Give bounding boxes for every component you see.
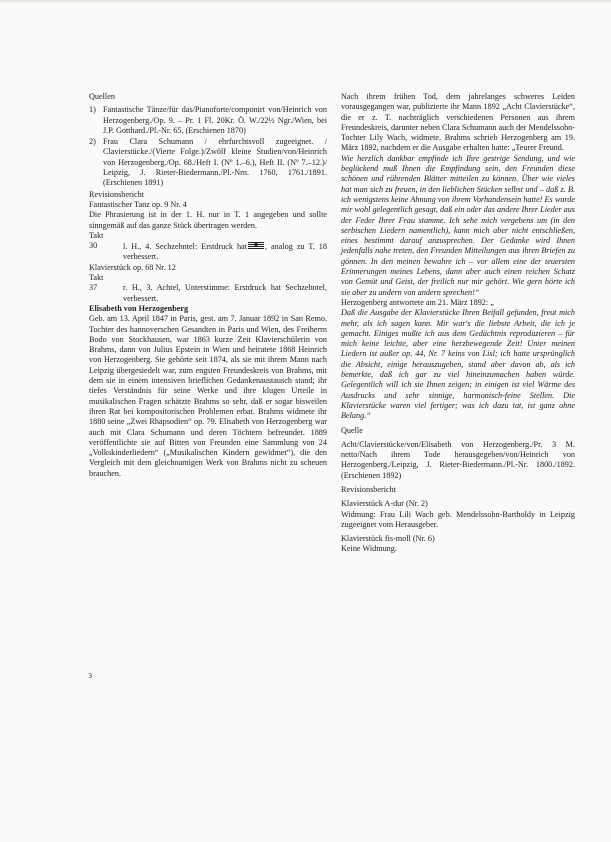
- left-column: [89, 92, 327, 479]
- page-mark: ɜ: [88, 670, 93, 681]
- dance-note: Die Phrasierung ist in der 1. H. nur in T. 1 angegeben und sollte sinngemäß auf das ganze Stück übertragen werden.: [89, 210, 327, 230]
- piece-a-dur-dedication: Widmung: Frau Lili Wach geb. Mendelssohn-Bartholdy in Leipzig zugeeignet vom Herausgeber.: [341, 509, 575, 529]
- biography-title: Elisabeth von Herzogenberg: [89, 303, 189, 313]
- herzogenberg-reply: Daß die Ausgabe der Klavierstücke Ihren Beifall gefunden, freut mich mehr, als ich sagen kann. Mir war's die liebste Arbeit, die ich je gemacht. Einiges mußte ich aus dem Gedächtnis reproduzieren – für mich keine leichte, aber eine herzbewegende Zeit! Unter meinen Liedern ist außer op. 44, Nr. 7 keins von Lisl; ich hatte ursprünglich die Absicht, einige herauszugeben, stand aber davon ab, als ich bemerkte, daß ich gar zu viel hineinzumachen haben würde. Gelegentlich will ich sie Ihnen zeigen; in einigen ist viel Wärme des Ausdrucks und sehr sinnige, harmonisch-feine Stellen. Die Klavierstücke waren viel fertiger; was ich dazu tat, ist ganz ohne Belang.“: [341, 308, 575, 421]
- takt-label-2: Takt: [89, 273, 104, 283]
- dance-title: Fantastischer Tanz op. 9 Nr. 4: [89, 199, 187, 209]
- critique-30: 30 l. H., 4. Sechzehntel: Erstdruck hat , analog zu T. 18 verbessert.: [89, 241, 327, 262]
- revision-heading-right: Revisionsbericht: [341, 484, 397, 494]
- source-item-1: 1) Fantastische Tänze/für das/Pianoforte/componirt von/Heinrich von Herzogenberg./Op. 9. – Pr. 1 Fl. 20Kr. Ö. W./22½ Ngr./Wien, bei J.P. Gotthard./Pl.-Nr. 65. (Erschienen 1870): [89, 105, 327, 135]
- source-item-2: 2) Frau Clara Schumann / ehrfurchtsvoll zugeeignet. / Clavierstücke./(Vierte Folge.)/Zwölf kleine Studien/von/Heinrich von Herzogenberg./Op. 68./Heft I. (Nº 1.–6.), Heft II. (Nº 7.–12.)/ Leipzig, J. Rieter-Biedermann./Pl.-Nrn. 1760, 1761./1891. (Erschienen 1891): [89, 137, 327, 188]
- takt-label-1: Takt: [89, 230, 104, 240]
- source-text: Acht/Clavierstücke/von/Elisabeth von Herzogenberg./Pr. 3 M. netto/Nach ihrem Tode herausgegeben/von/Heinrich von Herzogenberg./Leipzig, J. Rieter-Biedermann./Pl.-Nr. 1800./1892. (Erschienen 1892): [341, 439, 575, 480]
- music-notation-icon: [248, 241, 264, 250]
- piano-title-12: Klavierstück op. 68 Nr. 12: [89, 262, 176, 272]
- critique-37: 37 r. H., 3. Achtel, Unterstimme: Erstdruck hat Sechzehntel, verbessert.: [89, 283, 327, 303]
- scan-edge: [0, 0, 611, 2]
- clara-letter: Wie herzlich dankbar empfinde ich Ihre gestrige Sendung, und wie beglückend muß Ihnen die Empfindung sein, den Freunden diese schönen und rührenden Blätter mitteilen zu können. Über wie vieles hat man sich zu freuen, in den lieblichen Stücken selbst und – daß z. B. ich wenigstens keine Ahnung von ihrem Vorhandensein hatte! Es wurde mir wohl gelegentlich gesagt, daß ein oder das andere Ihrer Lieder aus der Feder Ihrer Frau stamme. Ich sehe mich vergebens um (in den serbischen Liedern namentlich), kann mich aber nicht entschließen, eines bestimmt darauf anzusprechen. Der Gedanke wird Ihnen jedenfalls nahe treten, den Freunden Mitteilungen aus ihren Briefen zu gönnen. In den meinen bewahre ich – vor allem eine der teuersten Erinnerungen meines Lebens, dann aber auch einen reichen Schatz von Gemüt und Geist, der freilich nur mir gehört. Wie gern hörte ich sie aber zu andern von andern sprechen!“: [341, 153, 575, 297]
- biography-text: Geb. am 13. April 1847 in Paris, gest. am 7. Januar 1892 in San Remo. Tochter des hannoverschen Gesandten in Paris und Wien, des Freiherrn Bodo von Stockhausen, war 1863 kurze Zeit Klavierschülerin von Brahms, dann von Julius Epstein in Wien und heiratete 1868 Heinrich von Herzogenberg. Sie gehörte seit 1874, als sie mit ihrem Mann nach Leipzig übergesiedelt war, zum engsten Freundeskreis von Brahms, mit dem sie in einem intensiven brieflichen Gedankenaustausch stand; ihr tiefes Verständnis für seine Werke und ihre klugen Urteile in musikalischen Fragen schätzte Brahms so sehr, daß er sogar bisweilen ihren Rat bei kompositorischen Problemen erbat. Brahms widmete ihr 1880 seine „Zwei Rhapsodien“ op. 79. Elisabeth von Herzogenberg war auch mit Clara Schumann und deren Töchtern befreundet. 1889 veröffentlichte sie auf Bitten von Freunden eine Sammlung von 24 „Volkskinderliedern“ („Musikalischen Kindern gewidmet“), die den Vergleich mit dem gleichnamigen Werk von Brahms nicht zu scheuen brauchen.: [89, 314, 327, 478]
- piece-a-dur: Klavierstück A-dur (Nr. 2): [341, 499, 428, 509]
- piece-fis-moll: Klavierstück fis-moll (Nr. 6): [341, 534, 435, 544]
- sources-list: [89, 105, 327, 188]
- herzogenberg-reply-intro: Herzogenberg antwortete am 21. März 1892: „: [341, 297, 494, 307]
- source-heading: Quelle: [341, 425, 363, 435]
- revision-heading: Revisionsbericht: [89, 189, 145, 199]
- right-intro: Nach ihrem frühen Tod, dem jahrelanges schweres Leiden vorausgegangen war, publizierte ihr Mann 1892 „Acht Clavierstücke“, die er z. T. nachträglich verschiedenen Personen aus ihrem Freundeskreis, darunter neben Clara Schumann auch der Mendelssohn-Tochter Lily Wach, widmete. Brahms schrieb Herzogenberg am 19. März 1892, nachdem er die Ausgabe erhalten hatte: „Teurer Freund.: [341, 92, 575, 153]
- piece-fis-moll-dedication: Keine Widmung.: [341, 544, 397, 554]
- sources-heading: Quellen: [89, 92, 115, 101]
- right-column: [341, 92, 575, 555]
